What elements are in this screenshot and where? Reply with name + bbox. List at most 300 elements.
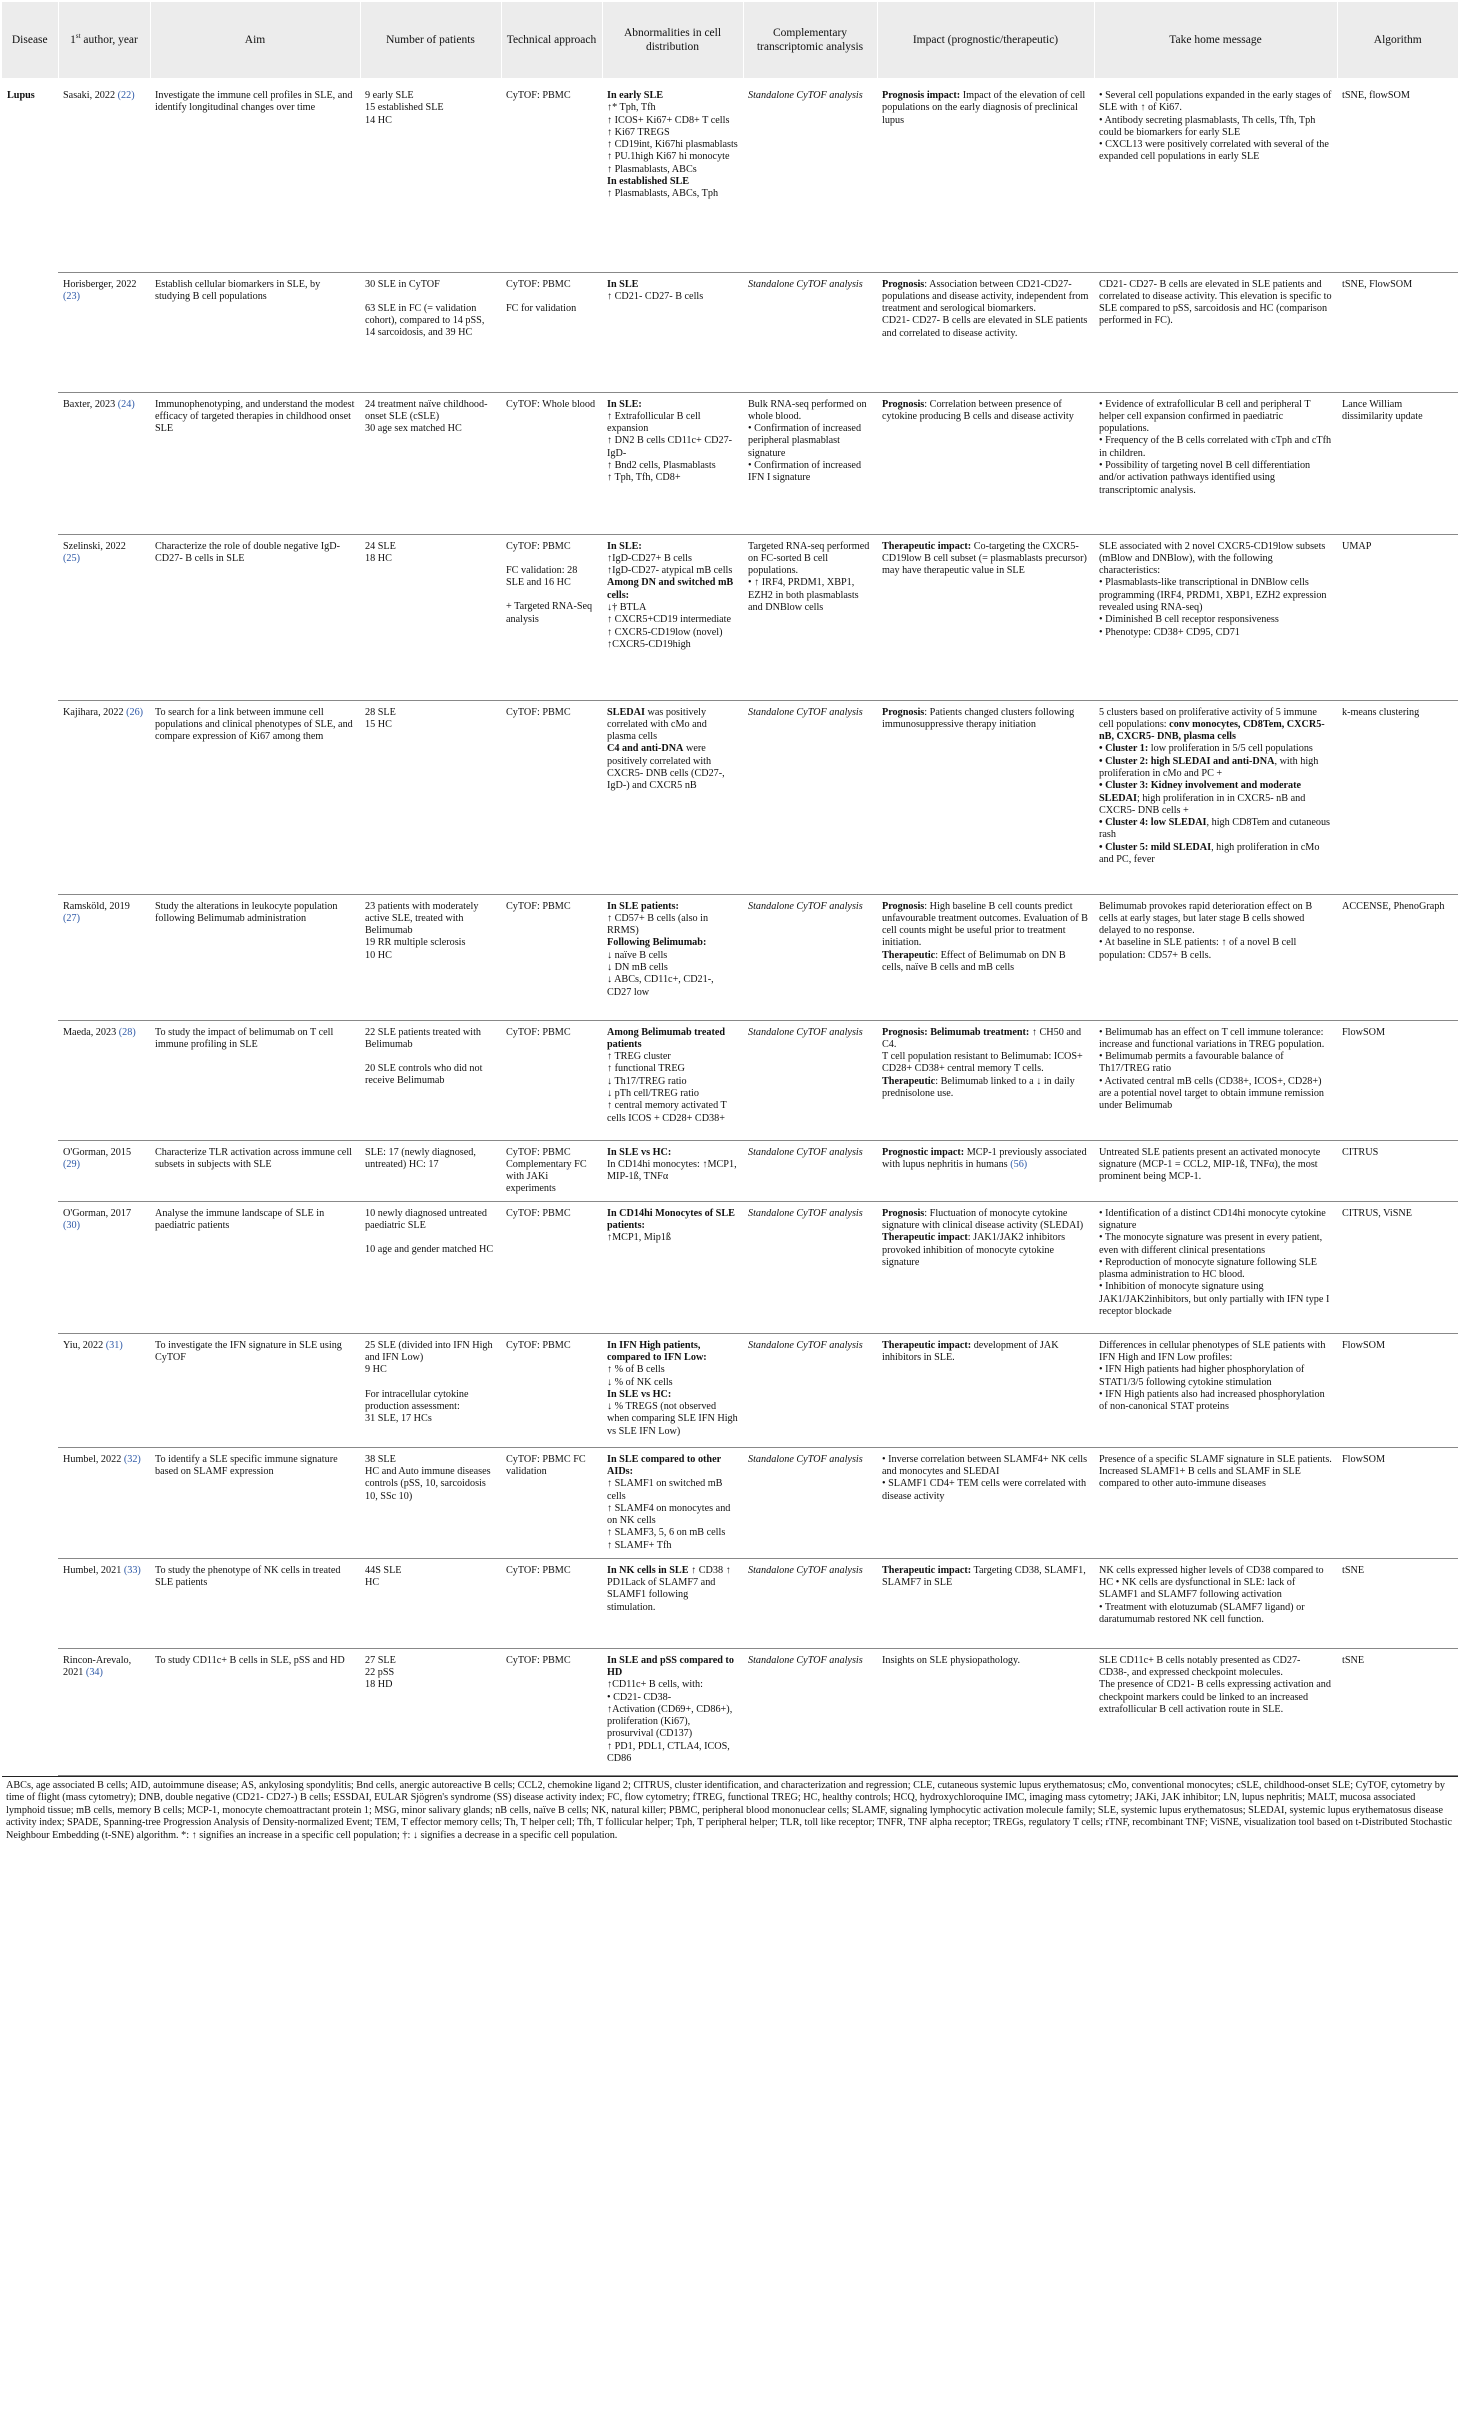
aim-cell: To identify a SLE specific immune signature based on SLAMF expression [150, 1447, 360, 1558]
line-text: • Several cell populations expanded in the early stages of SLE with ↑ of Ki67. [1099, 90, 1332, 114]
cell-line [1099, 1389, 1332, 1414]
cell-line [1099, 1602, 1332, 1627]
line-text: Standalone CyTOF analysis [748, 1564, 863, 1576]
reference-link[interactable]: (29) [63, 1158, 80, 1170]
cell-line [1099, 1655, 1332, 1680]
take-home-cell [1094, 894, 1337, 1020]
line-text: In SLE vs HC: [607, 1146, 672, 1158]
transcriptomic-cell [743, 700, 877, 894]
cell-line [1099, 614, 1332, 626]
line-heading: • Cluster 3: Kidney involvement and moderate SLEDAI [1099, 780, 1302, 804]
transcriptomic-cell [743, 1140, 877, 1201]
line-text: In early SLE [607, 90, 664, 101]
author-name: Humbel, 2021 [63, 1564, 122, 1576]
line-text: : Belimumab linked to a ↓ in daily prednisolone use. [882, 1075, 1075, 1099]
line-text: • Confirmation of increased IFN I signature [748, 459, 862, 484]
table-row [2, 1020, 1458, 1140]
table-row [2, 78, 1458, 272]
header-algorithm: Algorithm [1337, 2, 1458, 78]
cell-line [1099, 627, 1332, 639]
line-heading: Therapeutic impact: [882, 1339, 972, 1351]
algorithm-cell: FlowSOM [1337, 1333, 1458, 1447]
table-row [2, 894, 1458, 1020]
line-text: Among DN and switched mB cells: [607, 577, 734, 601]
table-row [2, 1201, 1458, 1333]
cell-line: CyTOF: PBMC [506, 540, 571, 552]
line-text: • Evidence of extrafollicular B cell and peripheral T helper cell expansion confirmed in paediatric populations. [1099, 398, 1311, 435]
line-text: ↑* Tph, Tfh [607, 102, 656, 114]
line-heading: Prognosis [882, 278, 925, 290]
line-text: Increased SLAMF1+ B cells and SLAMF in SLE compared to other auto-immune diseases [1099, 1465, 1301, 1490]
line-heading: Prognosis: Belimumab treatment: [882, 1026, 1030, 1038]
cell-line: 9 early SLE [365, 90, 414, 101]
line-text: In SLE patients: [607, 900, 679, 912]
cell-line [882, 1565, 1089, 1590]
line-text: Insights on SLE physiopathology. [882, 1654, 1021, 1666]
line-text: • The monocyte signature was present in every patient, even with different clinical presentations [1099, 1232, 1323, 1256]
line-heading: Therapeutic [882, 1075, 936, 1087]
take-home-cell [1094, 392, 1337, 534]
impact-cell [877, 1140, 1094, 1201]
cell-line [607, 115, 738, 127]
line-text: ↑ CD19int, Ki67hi plasmablasts [607, 139, 738, 151]
abnormalities-cell [602, 78, 743, 272]
cell-line [607, 743, 738, 792]
aim-cell: To search for a link between immune cell populations and clinical phenotypes of SLE, and compare expression of Ki67 among them [150, 700, 360, 894]
cell-line [607, 1100, 738, 1125]
cell-line: 23 patients with moderately active SLE, treated with Belimumab [365, 900, 479, 937]
cell-line [607, 937, 738, 949]
table-row [2, 1140, 1458, 1201]
abnormalities-cell [602, 1447, 743, 1558]
author-cell [58, 1447, 150, 1558]
cell-line [1099, 541, 1332, 578]
author-name: Rincon-Arevalo, 2021 [63, 1654, 132, 1678]
line-text: • Confirmation of increased peripheral plasmablast signature [748, 423, 862, 459]
disease-cell [2, 1201, 58, 1333]
cell-line [607, 1741, 738, 1766]
line-text: ↓ Th17/TREG ratio [607, 1075, 687, 1087]
line-text: • CD21- CD38- [607, 1691, 672, 1703]
take-home-cell [1094, 272, 1337, 392]
header-patients: Number of patients [360, 2, 501, 78]
line-text: ↓ DN mB cells [607, 961, 668, 973]
table-row [2, 534, 1458, 700]
cell-line: 9 HC [365, 1364, 387, 1376]
line-text: • Inverse correlation between SLAMF4+ NK cells and monocytes and SLEDAI [882, 1453, 1088, 1477]
cell-line [882, 1076, 1089, 1101]
cell-line [882, 707, 1089, 732]
aim-cell: Immunophenotyping, and understand the modest efficacy of targeted therapies in childhood onset SLE [150, 392, 360, 534]
algorithm-cell: tSNE, flowSOM [1337, 78, 1458, 272]
cell-line: CyTOF: PBMC [506, 1026, 571, 1038]
impact-cell [877, 1020, 1094, 1140]
reference-link[interactable]: (24) [117, 398, 135, 410]
disease-cell [2, 534, 58, 700]
author-name: Humbel, 2022 [63, 1453, 122, 1465]
line-text: • Plasmablasts-like transcriptional in DNBlow cells programming (IRF4, PRDM1, XBP1, EZH2 expression revealed using RNA-seq) [1099, 577, 1327, 613]
impact-cell [877, 534, 1094, 700]
line-text: low proliferation in 5/5 cell populations [1148, 743, 1313, 755]
cell-line: + Targeted RNA-Seq analysis [506, 601, 593, 625]
cell-line [607, 1527, 738, 1539]
reference-link[interactable]: (34) [85, 1666, 103, 1678]
technical-approach-cell [501, 1558, 602, 1648]
transcriptomic-cell [743, 1447, 877, 1558]
line-text: ↑ CD21- CD27- B cells [607, 290, 704, 302]
cell-line: CyTOF: PBMC FC validation [506, 1453, 586, 1477]
table-footnote: ABCs, age associated B cells; AID, autoimmune disease; AS, ankylosing spondylitis; Bnd cells, anergic autoreactive B cells; CCL2, chemokine ligand 2; CITRUS, cluster identification, and characterization and regression; CLE, cutaneous systemic lupus erythematosus; cMo, conventional monocytes; cSLE, childhood-onset SLE; CyTOF, cytometry by time of flight (mass cytometry); DNB, double negative (CD21- CD27-) B cells; ESSDAI, EULAR Sjögren's syndrome (SS) disease activity index; FC, flow cytometry; fTREG, functional TREG; HC, healthy controls; HCQ, hydroxychloroquine IMC, imaging mass cytometry; JAKi, JAK inhibitor; LN, lupus nephritis; MALT, mucosa associated lymphoid tissue; mB cells, memory B cells; MCP-1, monocyte chemoattractant protein 1; MSG, minor salivary glands; nB cells, naïve B cells; NK, natural killer; PBMC, peripheral blood mononuclear cells; SLAMF, signaling lymphocytic activation molecule family; SLE, systemic lupus erythematosus; SLEDAI, systemic lupus erythematosus disease activity index; SPADE, Spanning-tree Progression Analysis of Density-normalized Event; TEM, T effector memory cells; Th, T helper cell; Tfh, T follicular helper; Tph, T peripheral helper; TLR, toll like receptor; TNFR, TNF alpha receptor; TREGs, regulatory T cells; rTNF, recombinant TNF; ViSNE, visualization tool based on t-Distributed Stochastic Neighbour Embedding (t-SNE) algorithm. *: ↑ signifies an increase in a specific cell population; †: ↓ signifies a decrease in a specific cell population. [2, 1776, 1458, 1843]
algorithm-cell: Lance William dissimilarity update [1337, 392, 1458, 534]
line-text: ↑ DN2 B cells CD11c+ CD27- IgD- [607, 435, 733, 459]
abnormalities-cell [602, 700, 743, 894]
line-text: ↑MCP1, Mip1ß [607, 1232, 671, 1244]
transcriptomic-cell [743, 1201, 877, 1333]
line-text: In CD14hi Monocytes of SLE patients: [607, 1207, 735, 1231]
cell-line: 19 RR multiple sclerosis [365, 937, 466, 949]
line-text: 5 clusters based on proliferative activity of 5 immune cell populations: [1099, 706, 1317, 730]
cell-line [882, 1340, 1089, 1365]
algorithm-cell: tSNE, FlowSOM [1337, 272, 1458, 392]
reference-link[interactable]: (27) [63, 912, 80, 924]
aim-cell: Establish cellular biomarkers in SLE, by studying B cell populations [150, 272, 360, 392]
cell-line [607, 1565, 738, 1614]
cell-line [882, 1454, 1089, 1479]
disease-cell [2, 392, 58, 534]
line-text: • Possibility of targeting novel B cell differentiation and/or activation pathways identified using transcriptomic analysis. [1099, 459, 1311, 496]
cell-line [1099, 1051, 1332, 1076]
reference-link[interactable]: (31) [105, 1339, 123, 1351]
patients-cell [360, 78, 501, 272]
cell-line [748, 577, 872, 614]
line-text: ↑ ICOS+ Ki67+ CD8+ T cells [607, 114, 730, 126]
cell-line: CyTOF: PBMC [506, 1339, 571, 1351]
line-text: Standalone CyTOF analysis [748, 706, 863, 718]
cell-line [607, 1088, 738, 1100]
cell-line: CyTOF: PBMC [506, 706, 571, 718]
disease-cell [2, 1020, 58, 1140]
line-heading: In NK cells in SLE [607, 1564, 689, 1576]
line-text: : Patients changed clusters following immunosuppressive therapy initiation [882, 706, 1075, 730]
impact-cell [877, 1447, 1094, 1558]
cell-line [1099, 842, 1332, 867]
cell-line: 20 SLE controls who did not receive Belimumab [365, 1063, 483, 1087]
header-aim: Aim [150, 2, 360, 78]
cell-line [882, 541, 1089, 578]
cell-line [607, 974, 738, 999]
line-text: ↓ % TREGS (not observed when comparing SLE IFN High vs SLE IFN Low) [607, 1401, 738, 1437]
transcriptomic-cell [743, 272, 877, 392]
line-text: ↑ Ki67 TREGS [607, 126, 670, 138]
cell-line: 44S SLE [365, 1564, 402, 1576]
line-text: ↑ % of B cells [607, 1364, 665, 1376]
line-heading: Prognostic impact: [882, 1146, 965, 1158]
take-home-cell [1094, 1020, 1337, 1140]
transcriptomic-cell [743, 78, 877, 272]
transcriptomic-cell [743, 1020, 877, 1140]
line-text: ; high proliferation in in CXCR5- nB and CXCR5- DNB cells + [1099, 792, 1306, 816]
cell-line [1099, 1281, 1332, 1318]
table-row [2, 1558, 1458, 1648]
cell-line [607, 127, 738, 139]
reference-link[interactable]: (25) [63, 552, 80, 564]
line-text: T cell population resistant to Belimumab: ICOS+ CD28+ CD38+ central memory T cells. [882, 1051, 1083, 1075]
cell-line [748, 541, 872, 578]
author-cell [58, 78, 150, 272]
line-text: : Association between CD21-CD27- populations and disease activity, independent from treatment and serological biomarkers. [882, 278, 1089, 315]
cell-line [607, 962, 738, 974]
line-text: • Inhibition of monocyte signature using JAK1/JAK2inhibitors, but only partially with IFN type I receptor blockade [1099, 1281, 1330, 1318]
cell-line: FC for validation [506, 302, 577, 314]
impact-cell [877, 78, 1094, 272]
line-text: SLE CD11c+ B cells notably presented as CD27- CD38-, and expressed checkpoint molecules. [1099, 1654, 1301, 1678]
cell-line [607, 435, 738, 460]
cell-line [1099, 937, 1332, 962]
cell-line [1099, 707, 1332, 744]
cell-line [1099, 901, 1332, 938]
cell-line [748, 1208, 872, 1220]
impact-cell [877, 1333, 1094, 1447]
author-cell [58, 1140, 150, 1201]
author-name: Maeda, 2023 [63, 1026, 117, 1038]
line-emphasis: conv monocytes, CD8Tem, CXCR5- nB, CXCR5- DNB, plasma cells [1099, 718, 1325, 743]
cell-line: FC validation: 28 SLE and 16 HC [506, 564, 578, 589]
line-text: ↑ TREG cluster [607, 1051, 671, 1063]
cell-line [882, 1655, 1089, 1667]
cell-line [1099, 1257, 1332, 1282]
line-text: ↑ central memory activated T cells ICOS + CD28+ CD38+ [607, 1100, 727, 1124]
technical-approach-cell [501, 1020, 602, 1140]
line-text: • Identification of a distinct CD14hi monocyte cytokine signature [1099, 1207, 1326, 1231]
author-cell [58, 1020, 150, 1140]
line-text: ↑ PD1, PDL1, CTLA4, ICOS, CD86 [607, 1740, 730, 1765]
line-text: : Correlation between presence of cytokine producing B cells and disease activity [882, 398, 1074, 422]
cell-line [607, 1232, 738, 1244]
cell-line [748, 1565, 872, 1577]
line-heading: Prognosis impact: [882, 90, 961, 101]
line-text: ↓ % of NK cells [607, 1376, 673, 1388]
cell-line [1099, 1466, 1332, 1491]
author-name: Szelinski, 2022 [63, 540, 126, 552]
abnormalities-cell [602, 1140, 743, 1201]
cell-line: 25 SLE (divided into IFN High and IFN Low) [365, 1339, 493, 1363]
line-text: ↑IgD-CD27+ B cells [607, 552, 692, 564]
transcriptomic-cell [743, 1558, 877, 1648]
patients-cell [360, 1140, 501, 1201]
algorithm-cell: k-means clustering [1337, 700, 1458, 894]
cell-line: 18 HC [365, 552, 392, 564]
cell-line [607, 411, 738, 436]
cell-line [882, 1051, 1089, 1076]
cell-line [607, 1377, 738, 1389]
line-text: ↑ functional TREG [607, 1063, 685, 1075]
technical-approach-cell [501, 272, 602, 392]
cell-line [607, 1655, 738, 1680]
cell-line [506, 553, 597, 565]
patients-cell [360, 1447, 501, 1558]
disease-cell [2, 1140, 58, 1201]
line-text: Co-targeting the CXCR5-CD19low B cell subset (= plasmablasts precursor) may have therapeutic value in SLE [882, 540, 1087, 577]
cell-line [607, 707, 738, 744]
line-text: , with high proliferation in cMo and PC + [1099, 755, 1319, 779]
author-cell [58, 1648, 150, 1775]
line-text: Differences in cellular phenotypes of SLE patients with IFN High and IFN Low profiles: [1099, 1339, 1326, 1363]
cell-line [1099, 743, 1332, 755]
line-text: MCP-1 previously associated with lupus nephritis in humans [882, 1146, 1087, 1170]
line-text: • Activated central mB cells (CD38+, ICOS+, CD28+) are a potential novel target to obtain immune remission under Belimumab [1099, 1075, 1325, 1112]
line-text: ↑ PU.1high Ki67 hi monocyte [607, 151, 730, 163]
reference-link[interactable]: (32) [123, 1453, 141, 1465]
line-text: Standalone CyTOF analysis [748, 1207, 863, 1219]
table-row [2, 1648, 1458, 1775]
line-text: were positively correlated with CXCR5- DNB cells (CD27-, IgD-) and CXCR5 nB [607, 743, 725, 792]
cell-line [607, 1051, 738, 1063]
cell-line [607, 950, 738, 962]
line-text: In established SLE [607, 176, 690, 188]
technical-approach-cell [501, 1648, 602, 1775]
cell-line: 38 SLE [365, 1453, 396, 1465]
cell-line [1099, 1364, 1332, 1389]
cell-line: 14 HC [365, 114, 392, 126]
reference-link[interactable]: (23) [63, 290, 80, 302]
abnormalities-cell [602, 534, 743, 700]
cell-line: CyTOF: PBMC [506, 90, 571, 101]
line-text: Bulk RNA-seq performed on whole blood. [748, 398, 867, 422]
patients-cell [360, 1333, 501, 1447]
author-name: Ramsköld, 2019 [63, 900, 130, 912]
patients-cell [360, 1020, 501, 1140]
abnormalities-cell [602, 1648, 743, 1775]
line-text: Presence of a specific SLAMF signature in SLE patients. [1099, 1453, 1332, 1465]
cell-line: CyTOF: PBMC [506, 1654, 571, 1666]
line-text: In SLE vs HC: [607, 1388, 672, 1400]
reference-link[interactable]: (56) [1010, 1158, 1028, 1170]
technical-approach-cell [501, 1333, 602, 1447]
cell-line [607, 1540, 738, 1552]
impact-cell [877, 272, 1094, 392]
abnormalities-cell [602, 1020, 743, 1140]
header-transcriptomic: Complementary transcriptomic analysis [743, 2, 877, 78]
data-table [2, 2, 1458, 1776]
cell-line: 30 age sex matched HC [365, 423, 462, 435]
cell-line: HC [365, 1576, 380, 1588]
cell-line [607, 913, 738, 938]
table-row [2, 392, 1458, 534]
cell-line [607, 102, 738, 114]
header-author: 1st author, year [58, 2, 150, 78]
line-text: ↑Activation (CD69+, CD86+), proliferation (Ki67), prosurvival (CD137) [607, 1703, 733, 1740]
reference-link[interactable]: (33) [123, 1564, 141, 1576]
line-heading: Therapeutic [882, 949, 936, 961]
disease-cell [2, 272, 58, 392]
cell-line: CyTOF: Whole blood [506, 398, 596, 410]
cell-line [1099, 90, 1332, 115]
cell-line: 15 HC [365, 718, 392, 730]
cell-line [1099, 1679, 1332, 1716]
impact-cell [877, 1201, 1094, 1333]
line-text: ↓† BTLA [607, 601, 647, 613]
author-name: Sasaki, 2022 [63, 90, 116, 101]
abnormalities-cell [602, 392, 743, 534]
cell-line [607, 279, 738, 291]
cell-line [1099, 139, 1332, 164]
line-heading: Therapeutic impact [882, 1232, 968, 1244]
cell-line [1099, 1565, 1332, 1602]
cell-line [882, 279, 1089, 316]
author-cell [58, 1333, 150, 1447]
line-text: Standalone CyTOF analysis [748, 278, 863, 290]
cell-line [607, 176, 738, 188]
cell-line [607, 399, 738, 411]
cell-line: 22 SLE patients treated with Belimumab [365, 1026, 481, 1050]
line-text: • Frequency of the B cells correlated with cTph and cTfh in children. [1099, 435, 1332, 459]
aim-cell: Characterize TLR activation across immune cell subsets in subjects with SLE [150, 1140, 360, 1201]
line-text: NK cells expressed higher levels of CD38 compared to HC • NK cells are dysfunctional in SLE: lack of SLAMF1 and SLAMF7 following activation [1099, 1564, 1324, 1601]
take-home-cell [1094, 534, 1337, 700]
algorithm-cell: ACCENSE, PhenoGraph [1337, 894, 1458, 1020]
cell-line [607, 901, 738, 913]
cell-line [748, 279, 872, 291]
line-text: ↑ CH50 and C4. [882, 1026, 1082, 1050]
impact-cell [877, 894, 1094, 1020]
reference-link[interactable]: (22) [117, 90, 135, 101]
cell-line [607, 553, 738, 565]
cell-line [882, 315, 1089, 340]
line-heading: Prognosis [882, 706, 925, 718]
cell-line [607, 627, 738, 639]
cell-line [882, 1478, 1089, 1503]
aim-cell: Characterize the role of double negative IgD-CD27- B cells in SLE [150, 534, 360, 700]
author-cell [58, 534, 150, 700]
cell-line [748, 399, 872, 424]
cell-line [607, 1454, 738, 1479]
line-text: CD21- CD27- B cells are elevated in SLE patients and correlated to disease activity. [882, 315, 1088, 339]
author-name: Kajihara, 2022 [63, 706, 124, 718]
line-heading: Therapeutic impact: [882, 1564, 972, 1576]
technical-approach-cell [501, 534, 602, 700]
cell-line [607, 291, 738, 303]
line-text: • Reproduction of monocyte signature following SLE plasma administration to HC blood. [1099, 1256, 1318, 1281]
aim-cell: To study the phenotype of NK cells in treated SLE patients [150, 1558, 360, 1648]
cell-line: CyTOF: PBMC [506, 900, 571, 912]
take-home-cell [1094, 1140, 1337, 1201]
cell-line [1099, 1208, 1332, 1233]
cell-line [607, 1159, 738, 1184]
reference-link[interactable]: (28) [118, 1026, 136, 1038]
reference-link[interactable]: (30) [63, 1219, 80, 1231]
cell-line [607, 472, 738, 484]
line-text: • Treatment with elotuzumab (SLAMF7 ligand) or daratumumab restored NK cell function. [1099, 1601, 1305, 1625]
algorithm-cell: FlowSOM [1337, 1447, 1458, 1558]
line-text: ↑ CD38 ↑ PD1Lack of SLAMF7 and SLAMF1 following stimulation. [607, 1564, 731, 1613]
cell-line [607, 1679, 738, 1691]
patients-cell [360, 272, 501, 392]
cell-line: CyTOF: PBMC [506, 278, 571, 290]
author-cell [58, 1558, 150, 1648]
line-text: Standalone CyTOF analysis [748, 1026, 863, 1038]
cell-line [882, 1027, 1089, 1052]
reference-link[interactable]: (26) [126, 706, 144, 718]
cell-line [365, 1377, 496, 1389]
line-text: ↑ CXCR5-CD19low (novel) [607, 626, 723, 638]
cell-line: 10 newly diagnosed untreated paediatric SLE [365, 1207, 487, 1231]
cell-line [1099, 756, 1332, 781]
cell-line: 30 SLE in CyTOF [365, 278, 440, 290]
transcriptomic-cell [743, 1648, 877, 1775]
cell-line [748, 1454, 872, 1466]
header-disease: Disease [2, 2, 58, 78]
cell-line [607, 1478, 738, 1503]
